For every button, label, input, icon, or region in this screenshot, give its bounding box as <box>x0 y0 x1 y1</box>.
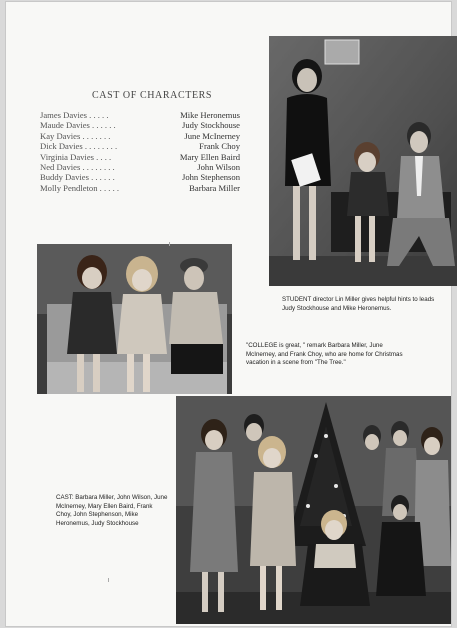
cast-row <box>40 131 240 141</box>
cast-row <box>40 152 240 162</box>
yearbook-page <box>6 2 451 626</box>
actor-name: Judy Stockhouse <box>181 120 240 131</box>
role-name: James Davies . . . . . <box>40 110 109 120</box>
cast-row <box>40 141 240 151</box>
college-caption: "COLLEGE is great, " remark Barbara Miller, June McInerney, and Frank Choy, who are home for Christmas vacation in a scene from "The Tree." <box>246 342 403 367</box>
director-caption: STUDENT director Lin Miller gives helpful hints to leads Judy Stockhouse and Mike Heronemus. <box>282 296 435 312</box>
cast-row <box>40 120 240 130</box>
crop-mark <box>169 242 170 246</box>
role-name: Virginia Davies . . . . <box>40 151 112 162</box>
cast-row <box>40 162 240 172</box>
actor-name: Frank Choy <box>199 141 240 152</box>
role-name: Maude Davies . . . . . . <box>40 120 116 131</box>
actor-name: John Stephenson <box>181 172 240 183</box>
actor-name: June McInerney <box>184 130 240 141</box>
couch-photo <box>37 244 232 394</box>
role-name: Kay Davies . . . . . . . <box>40 130 111 141</box>
actor-name: John Wilson <box>197 162 240 173</box>
cast-row <box>40 110 240 120</box>
cast-heading: CAST OF CHARACTERS <box>92 90 213 101</box>
role-name: Dick Davies . . . . . . . . <box>40 141 118 152</box>
crop-mark <box>108 578 109 582</box>
role-name: Buddy Davies . . . . . . <box>40 172 115 183</box>
director-photo <box>269 36 457 286</box>
actor-name: Mike Heronemus <box>180 110 240 120</box>
cast-photo <box>176 396 451 624</box>
actor-name: Barbara Miller <box>189 182 240 193</box>
role-name: Molly Pendleton . . . . . <box>40 182 120 193</box>
role-name: Ned Davies . . . . . . . . <box>40 162 115 173</box>
cast-list <box>40 110 240 193</box>
actor-name: Mary Ellen Baird <box>179 151 240 162</box>
cast-caption: CAST: Barbara Miller, John Wilson, June McInerney, Mary Ellen Baird, Frank Choy, John Stephenson, Mike Heronemus, Judy Stockhouse <box>56 494 168 527</box>
cast-row <box>40 183 240 193</box>
cast-row <box>40 172 240 182</box>
